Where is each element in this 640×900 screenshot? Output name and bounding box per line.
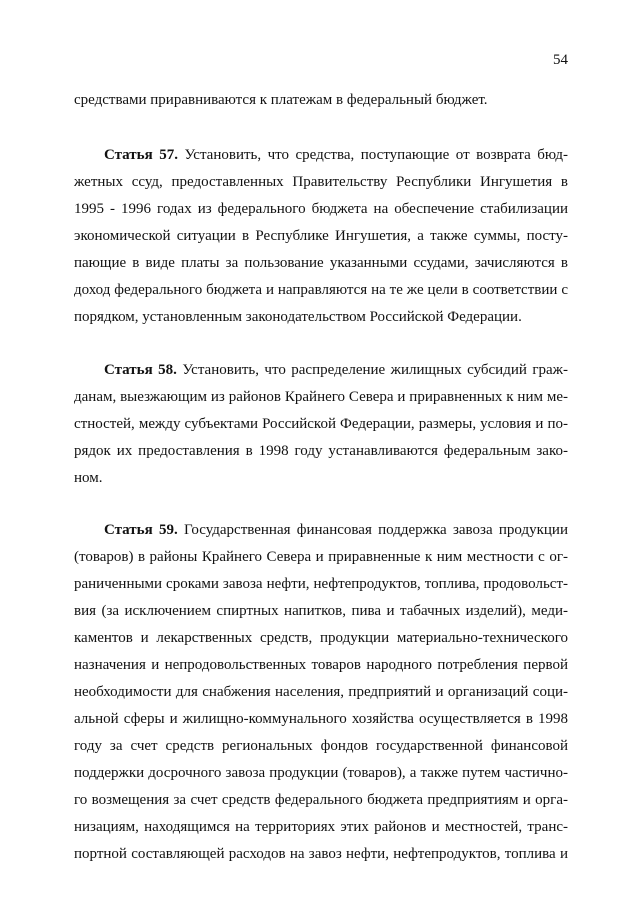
article-57-line: порядком, установленным законодательством Российской Федерации. bbox=[74, 309, 522, 325]
page-number: 54 bbox=[553, 52, 568, 68]
article-58-line: рядок их предоставления в 1998 году устанавливаются федеральным зако- bbox=[74, 443, 568, 459]
article-57-line: экономической ситуации в Республике Ингушетия, а также суммы, посту- bbox=[74, 228, 568, 244]
article-59-line: портной составляющей расходов на завоз нефти, нефтепродуктов, топлива и bbox=[74, 846, 568, 862]
article-59-first-line bbox=[104, 520, 568, 540]
article-59-line: каментов и лекарственных средств, продукции материально-технического bbox=[74, 630, 568, 646]
article-57-line: жетных ссуд, предоставленных Правительству Республики Ингушетия в bbox=[74, 174, 568, 190]
article-59-line: раниченными сроками завоза нефти, нефтепродуктов, топлива, продовольст- bbox=[74, 576, 568, 592]
article-57-first-line-text: Установить, что средства, поступающие от возврата бюд- bbox=[177, 147, 568, 163]
article-59-line: назначения и непродовольственных товаров народного потребления первой bbox=[74, 657, 568, 673]
article-59-line: (товаров) в районы Крайнего Севера и приравненные к ним местности с ог- bbox=[74, 549, 568, 565]
article-57-label: Статья 57. bbox=[104, 147, 178, 163]
article-59-line: поддержки досрочного завоза продукции (товаров), а также путем частично- bbox=[74, 765, 568, 781]
article-58-line: стностей, между субъектами Российской Федерации, размеры, условия и по- bbox=[74, 416, 568, 432]
article-59-line: вия (за исключением спиртных напитков, пива и табачных изделий), меди- bbox=[74, 603, 568, 619]
continuation-line: средствами приравниваются к платежам в федеральный бюджет. bbox=[74, 92, 488, 108]
article-58-line: данам, выезжающим из районов Крайнего Севера и приравненных к ним ме- bbox=[74, 389, 568, 405]
article-59-label: Статья 59. bbox=[104, 522, 178, 538]
article-58-first-line bbox=[104, 360, 568, 380]
article-57-line: доход федерального бюджета и направляются на те же цели в соответствии с bbox=[74, 282, 568, 298]
article-58-line: ном. bbox=[74, 470, 103, 486]
article-59-line: альной сферы и жилищно-коммунального хозяйства осуществляется в 1998 bbox=[74, 711, 568, 727]
article-59-line: го возмещения за счет средств федерального бюджета предприятиям и орга- bbox=[74, 792, 568, 808]
article-57-first-line bbox=[104, 145, 568, 165]
article-59-line: необходимости для снабжения населения, предприятий и организаций соци- bbox=[74, 684, 568, 700]
article-59-first-line-text: Государственная финансовая поддержка завоза продукции bbox=[177, 522, 568, 538]
article-59-line: году за счет средств региональных фондов государственной финансовой bbox=[74, 738, 568, 754]
article-58-first-line-text: Установить, что распределение жилищных субсидий граж- bbox=[176, 362, 569, 378]
article-59-line: низациям, находящимся на территориях этих районов и местностей, транс- bbox=[74, 819, 568, 835]
article-57-line: пающие в виде платы за пользование указанными ссудами, зачисляются в bbox=[74, 255, 568, 271]
article-57-line: 1995 - 1996 годах из федерального бюджета на обеспечение стабилизации bbox=[74, 201, 568, 217]
article-58-label: Статья 58. bbox=[104, 362, 177, 378]
